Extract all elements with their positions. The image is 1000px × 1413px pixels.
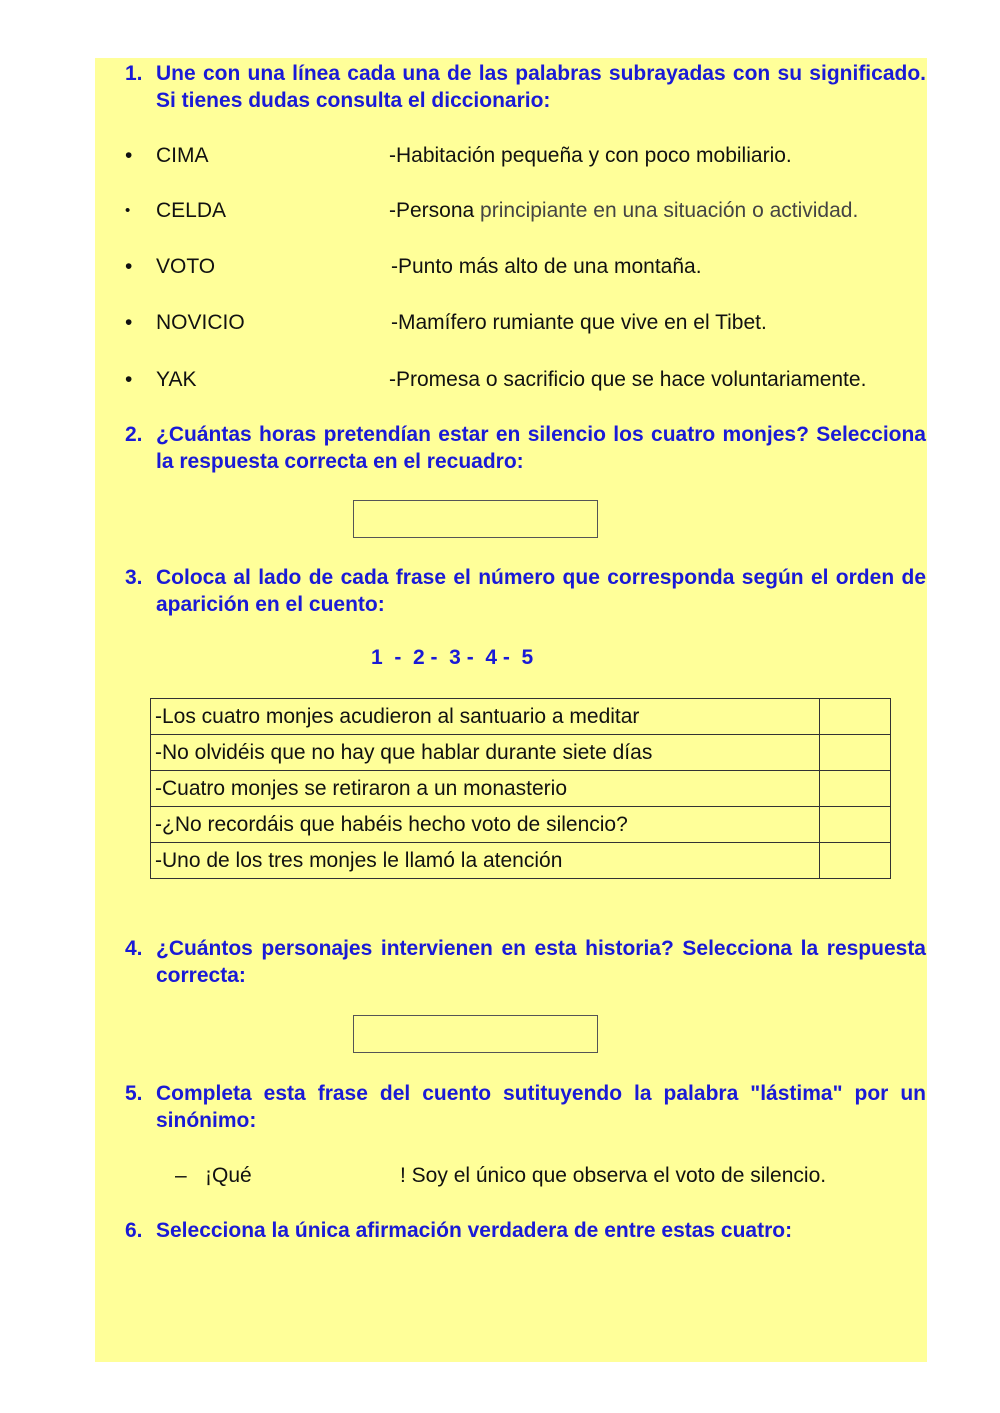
order-answer-cell[interactable]: [820, 699, 891, 735]
definition-1[interactable]: -Habitación pequeña y con poco mobiliario.: [389, 144, 792, 167]
question-3-number: 3.: [125, 566, 143, 589]
phrase-cell: -¿No recordáis que habéis hecho voto de silencio?: [151, 807, 820, 843]
phrase-cell: -No olvidéis que no hay que hablar durante siete días: [151, 735, 820, 771]
definition-2[interactable]: -Persona principiante en una situación o actividad.: [389, 199, 859, 222]
question-5-number: 5.: [125, 1082, 143, 1105]
bullet: •: [125, 255, 133, 278]
question-5-text: Completa esta frase del cuento sutituyendo la palabra "lástima" por un sinónimo:: [156, 1082, 926, 1132]
table-row: [151, 699, 891, 735]
phrase-cell: -Los cuatro monjes acudieron al santuario a meditar: [151, 699, 820, 735]
definition-5[interactable]: -Promesa o sacrificio que se hace voluntariamente.: [389, 368, 867, 391]
order-answer-cell[interactable]: [820, 807, 891, 843]
question-3-text: Coloca al lado de cada frase el número que corresponda según el orden de aparición en el cuento:: [156, 566, 926, 616]
question-2-text: ¿Cuántas horas pretendían estar en silencio los cuatro monjes? Selecciona la respuesta correcta en el recuadro:: [156, 423, 926, 473]
bullet: •: [125, 202, 131, 219]
word-cima[interactable]: CIMA: [156, 144, 209, 167]
bullet: •: [125, 144, 133, 167]
question-1: [125, 60, 926, 114]
number-sequence: 1 - 2 - 3 - 4 - 5: [371, 646, 534, 669]
question-4-text: ¿Cuántos personajes intervienen en esta historia? Selecciona la respuesta correcta:: [156, 937, 926, 987]
question-1-number: 1.: [125, 62, 143, 85]
question-4: [125, 935, 926, 989]
order-table: [150, 698, 891, 879]
characters-answer-box[interactable]: [353, 1015, 598, 1053]
sentence-end: ! Soy el único que observa el voto de silencio.: [400, 1164, 827, 1187]
question-6: [125, 1217, 926, 1244]
hours-answer-box[interactable]: [353, 500, 598, 538]
question-4-number: 4.: [125, 937, 143, 960]
question-6-number: 6.: [125, 1219, 143, 1242]
phrase-cell: -Uno de los tres monjes le llamó la atención: [151, 843, 820, 879]
sentence-start: ¡Qué: [205, 1164, 252, 1187]
question-2-number: 2.: [125, 423, 143, 446]
question-1-text: Une con una línea cada una de las palabras subrayadas con su significado. Si tienes dudas consulta el diccionario:: [156, 62, 926, 112]
question-6-text: Selecciona la única afirmación verdadera de entre estas cuatro:: [156, 1219, 793, 1242]
phrase-cell: -Cuatro monjes se retiraron a un monasterio: [151, 771, 820, 807]
definition-3[interactable]: -Punto más alto de una montaña.: [391, 255, 702, 278]
order-answer-cell[interactable]: [820, 771, 891, 807]
question-5: [125, 1080, 926, 1134]
table-row: [151, 771, 891, 807]
word-voto[interactable]: VOTO: [156, 255, 216, 278]
table-row: [151, 807, 891, 843]
dash-marker: –: [175, 1164, 187, 1187]
word-novicio[interactable]: NOVICIO: [156, 311, 245, 334]
bullet: •: [125, 368, 133, 391]
word-celda[interactable]: CELDA: [156, 199, 227, 222]
order-answer-cell[interactable]: [820, 843, 891, 879]
bullet: •: [125, 311, 133, 334]
question-2: [125, 421, 926, 475]
definition-4[interactable]: -Mamífero rumiante que vive en el Tibet.: [391, 311, 767, 334]
table-row: [151, 735, 891, 771]
word-yak[interactable]: YAK: [156, 368, 197, 391]
order-answer-cell[interactable]: [820, 735, 891, 771]
question-3: [125, 564, 926, 618]
table-row: [151, 843, 891, 879]
